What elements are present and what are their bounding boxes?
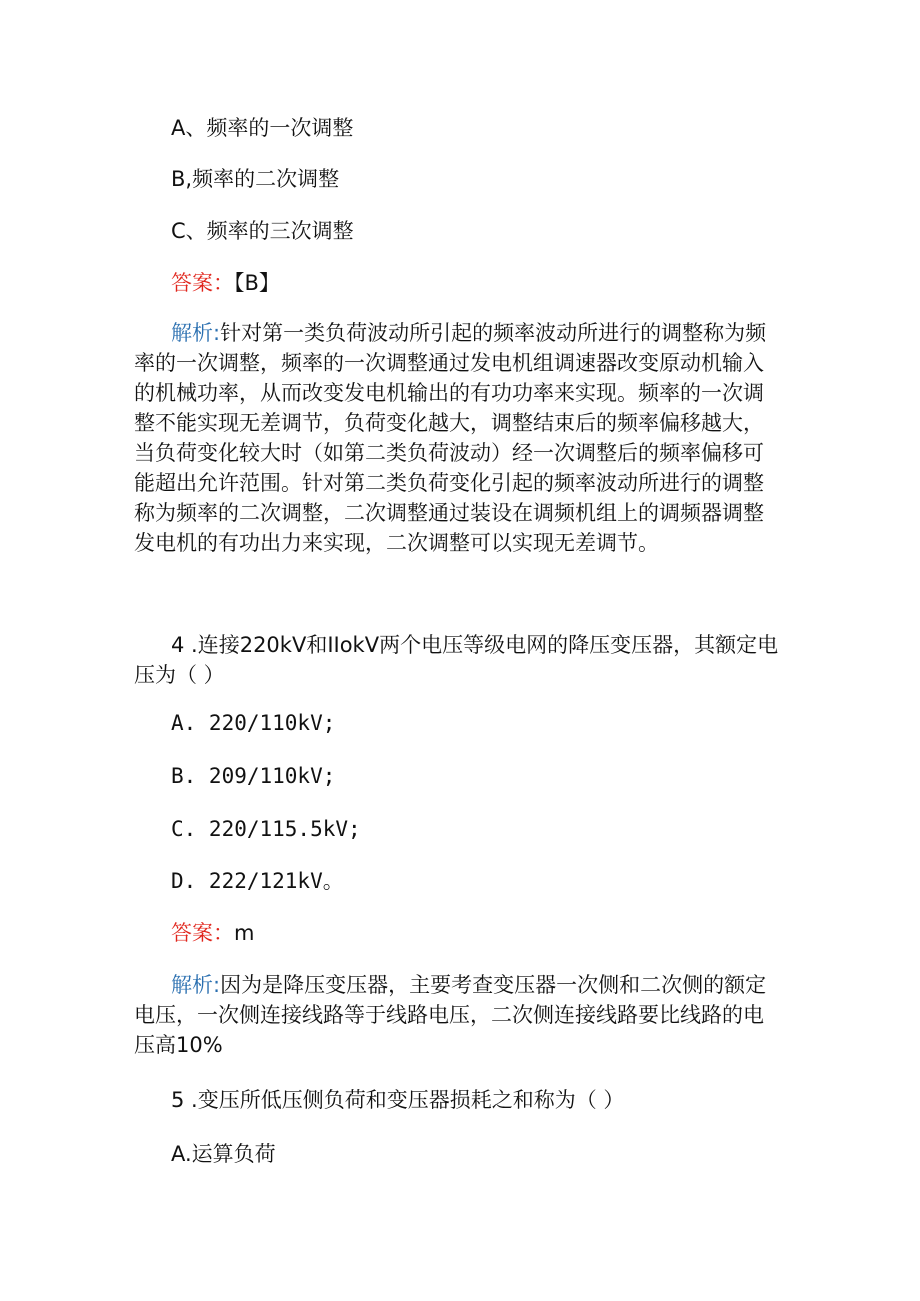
q4-option-d: D. 222/121kV。 [171, 869, 344, 893]
q4-analysis-line-1 [171, 970, 766, 1000]
q3-analysis-label: 解析: [171, 321, 221, 345]
q4-option-b: B. 209/110kV; [171, 764, 336, 788]
q3-analysis-line-3: 的机械功率，从而改变发电机输出的有功功率来实现。频率的一次调 [134, 381, 764, 405]
q4-answer [171, 918, 254, 948]
q3-analysis-text-1: 针对第一类负荷波动所引起的频率波动所进行的调整称为频 [220, 321, 767, 345]
q5-question-line-1: 5 .变压所低压侧负荷和变压器损耗之和称为（ ） [171, 1088, 625, 1112]
q3-answer [171, 268, 280, 298]
q4-question-line-2: 压为（ ） [134, 663, 225, 687]
q3-answer-value: 【B】 [234, 271, 280, 295]
q4-answer-value: m [234, 921, 255, 945]
q3-analysis-line-1 [171, 318, 766, 348]
q3-option-b: B,频率的二次调整 [171, 167, 340, 191]
q3-analysis-line-4: 整不能实现无差调节，负荷变化越大，调整结束后的频率偏移越大， [134, 411, 764, 435]
q3-answer-label: 答案： [171, 271, 234, 295]
q4-question-line-1: 4 .连接220kV和IIokV两个电压等级电网的降压变压器，其额定电 [171, 633, 779, 657]
q3-option-a: A、频率的一次调整 [171, 116, 354, 140]
q3-analysis-line-8: 发电机的有功出力来实现，二次调整可以实现无差调节。 [134, 531, 659, 555]
q3-analysis-line-6: 能超出允许范围。针对第二类负荷变化引起的频率波动所进行的调整 [134, 471, 764, 495]
q4-analysis-line-3: 压高10% [134, 1033, 223, 1057]
q4-analysis-line-2: 电压，一次侧连接线路等于线路电压，二次侧连接线路要比线路的电 [134, 1003, 764, 1027]
q4-option-c: C. 220/115.5kV; [171, 817, 361, 841]
q4-answer-label: 答案： [171, 921, 234, 945]
q5-option-a: A.运算负荷 [171, 1142, 276, 1166]
q4-analysis-label: 解析: [171, 973, 221, 997]
q3-analysis-line-2: 率的一次调整，频率的一次调整通过发电机组调速器改变原动机输入 [134, 351, 764, 375]
q3-analysis-line-7: 称为频率的二次调整，二次调整通过装设在调频机组上的调频器调整 [134, 501, 764, 525]
q3-option-c: C、频率的三次调整 [171, 219, 354, 243]
q4-option-a: A. 220/110kV; [171, 711, 336, 735]
q3-analysis-line-5: 当负荷变化较大时（如第二类负荷波动）经一次调整后的频率偏移可 [134, 441, 764, 465]
q4-analysis-text-1: 因为是降压变压器，主要考查变压器一次侧和二次侧的额定 [220, 973, 767, 997]
